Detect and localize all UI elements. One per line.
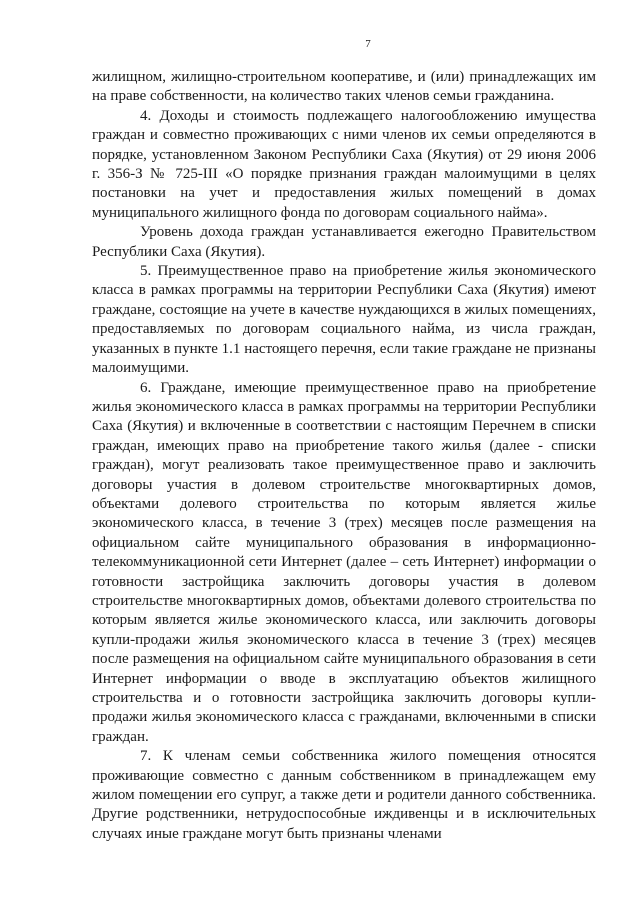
paragraph-item-5: 5. Преимущественное право на приобретение жилья экономического класса в рамках программы на территории Республики Саха (Якутия) имеют граждане, состоящие на учете в качестве нуждающихся в жилых помещениях, предоставляемых по договорам социального найма, из числа граждан, указанных в пункте 1.1 настоящего перечня, если такие граждане не признаны малоимущими.	[92, 263, 596, 377]
paragraph-item-4: 4. Доходы и стоимость подлежащего налогообложению имущества граждан и совместно проживающих с ними членов их семьи определяются в порядке, установленном Законом Республики Саха (Якутия) от 29 июня 2006 г. 356-З № 725-III «О порядке признания граждан малоимущими в целях постановки на учет и предоставления жилых помещений в домах муниципального жилищного фонда по договорам социального найма».	[92, 107, 596, 221]
paragraph-income-level: Уровень дохода граждан устанавливается ежегодно Правительством Республики Саха (Якутия).	[92, 224, 596, 260]
page-number: 7	[365, 38, 371, 50]
paragraph-item-6: 6. Граждане, имеющие преимущественное право на приобретение жилья экономического класса в рамках программы на территории Республики Саха (Якутия) и включенные в соответствии с настоящим Перечнем в списки граждан, имеющих право на приобретение такого жилья (далее - списки граждан), могут реализовать такое преимущественное право и заключить договоры участия в долевом строительстве многоквартирных домов, объектами долевого строительства по которым является жилье экономического класса, в течение 3 (трех) месяцев после размещения на официальном сайте муниципального образования в информационно-телекоммуникационной сети Интернет (далее – сеть Интернет) информации о готовности застройщика заключить договоры участия в долевом строительстве многоквартирных домов, объектами долевого строительства по которым является жилье экономического класса, или заключить договоры купли-продажи жилья экономического класса в течение 3 (трех) месяцев после размещения на официальном сайте муниципального образования в сети Интернет информации о вводе в эксплуатацию объектов жилищного строительства и о готовности застройщика заключить договоры купли-продажи жилья экономического класса с гражданами, включенными в списки граждан.	[92, 379, 596, 745]
paragraph-item-7: 7. К членам семьи собственника жилого помещения относятся проживающие совместно с данным собственником в принадлежащем ему жилом помещении его супруг, а также дети и родители данного собственника. Другие родственники, нетрудоспособные иждивенцы и в исключительных случаях иные граждане могут быть признаны членами	[92, 748, 596, 842]
document-body	[92, 68, 596, 844]
paragraph-continuation: жилищном, жилищно-строительном кооперативе, и (или) принадлежащих им на праве собственности, на количество таких членов семьи гражданина.	[92, 69, 596, 105]
